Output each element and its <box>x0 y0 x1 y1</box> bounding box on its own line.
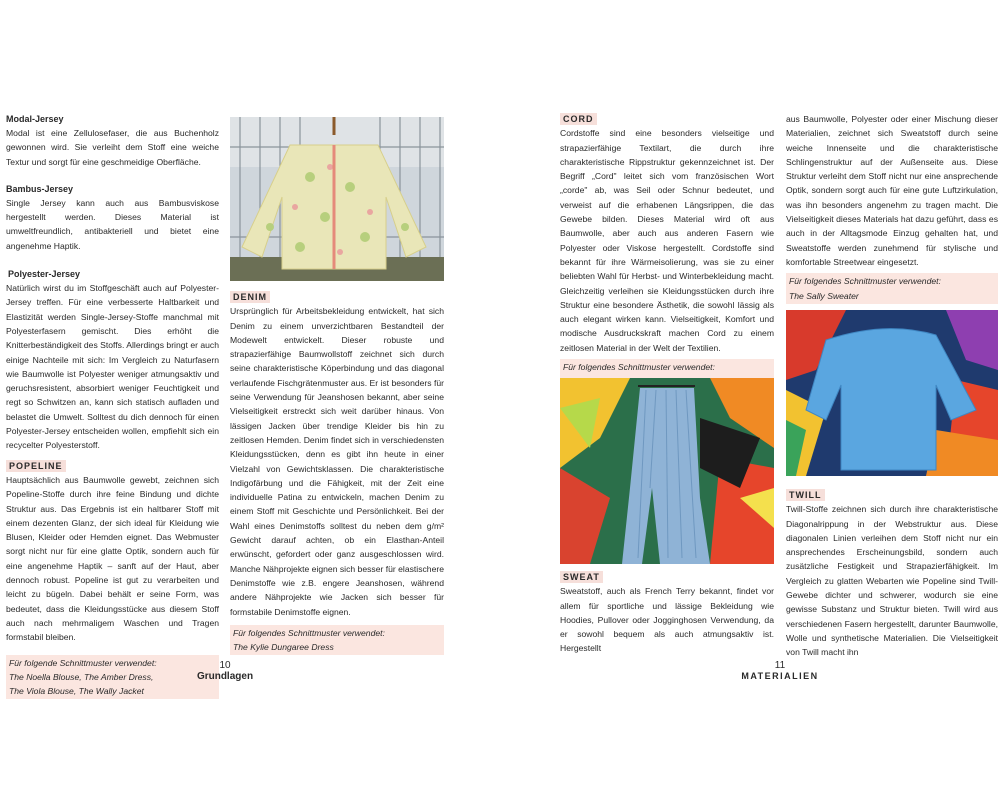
popeline-text: Hauptsächlich aus Baumwolle gewebt, zeichnen sich Popeline-Stoffe durch ihre feine Bindung und dichte Struktur aus. Das Ergebnis ist ein haltbarer Stoff mit einem dezenten Glanz, der sich ideal für Kleidung wie Blusen, Kleider oder Hemden eignet. Das Webmuster sorgt nicht nur für eine glatte Optik, sondern auch für eine angenehme Haptik – sanft auf der Haut, aber dennoch robust. Popeline ist gut zu verarbeiten und leicht zu bügeln. Dabei behält er seine Form, was bedeutet, dass die Kleidungsstücke aus diesem Stoff auch nach mehrmaligem Waschen und Tragen formstabil bleiben. <box>6 474 219 643</box>
sweat-usage-line1: The Sally Sweater <box>789 290 859 301</box>
bambus-text: Single Jersey kann auch aus Bambusviskose hergestellt werden. Dieses Material ist umweltfreundlich, antibakteriell und bietet eine angenehme Haptik. <box>6 197 219 251</box>
popeline-usage-line1: The Noella Blouse, The Amber Dress, <box>9 671 154 682</box>
right-column-2-twill <box>786 488 998 660</box>
popeline-title: POPELINE <box>6 460 66 472</box>
twill-text: Twill-Stoffe zeichnen sich durch ihre charakteristische Diagonalrippung in der Webstruktur aus. Diese diagonalen Linien verleihen dem Stoff nicht nur ein ansprechendes Erscheinungsbild, sondern auch zusätzliche Festigkeit und Strapazierfähigkeit. Im Vergleich zu glatten Webarten wie Popeline sind Twill-Gewebe dichter und schwerer, wodurch sie eine gewisse Substanz und Struktur bieten. Twill wird aus verschiedenen Fasern hergestellt, darunter Baumwolle, Wolle und synthetische Materialien. Die Vielseitigkeit von Twill macht ihn <box>786 504 998 658</box>
cord-title: CORD <box>560 113 597 125</box>
polyester-title: Polyester-Jersey <box>8 269 81 280</box>
polyester-text: Natürlich wirst du im Stoffgeschäft auch auf Polyester-Jersey treffen. Für eine verbesserte Haltbarkeit und Elastizität werden Single-Jersey-Stoffe manchmal mit Polyesterfasern gemischt. Dies erhöht die Knitterbeständigkeit des Stoffs. Allerdings bringt er auch einige Nachteile mit sich: Im Vergleich zu Naturfasern wie Baumwolle ist Polyester weniger atmungsaktiv und geruchsresistent, absorbiert weniger Feuchtigkeit und regt so Schwitzen an, kann sich statisch aufladen und belastet die Umwelt. Solltest du dich dennoch für einen Polyester-Jersey entscheiden wollen, empfiehlt sich ein recycelter Polyesterstoff. <box>6 283 219 451</box>
denim-usage-box <box>230 625 444 656</box>
popeline-usage-line2: The Viola Blouse, The Wally Jacket <box>9 686 144 697</box>
cord-text: Cordstoffe sind eine besonders vielseitige und strapazierfähige Textilart, die durch ihre charakteristische Rippstruktur gekennzeichnet ist. Der Begriff „Cord" leitet sich vom französischen Wort „corde" ab, was Seil oder Schnur bedeutet, und verweist auf die erhabenen Längsrippen, die das Gewebe bilden. Dieses Material wird oft aus Baumwolle, aber auch aus anderen Fasern wie Polyester oder Viskose hergestellt. Cordstoffe sind bekannt für ihre Wärmeisolierung, was sie zu einer beliebten Wahl für Herbst- und Winterbekleidung macht. Gleichzeitig verleihen sie Kleidungsstücken durch ihre Struktur eine besondere Ästhetik, die sowohl lässig als auch elegant wirken kann. Vielseitigkeit, Komfort und modische Ausdruckskraft machen Cord zu einem zeitlosen Material in der Welt der Textilien. <box>560 128 774 353</box>
popeline-usage-label: Für folgende Schnittmuster verwendet: <box>9 657 157 668</box>
denim-usage-label: Für folgendes Schnittmuster verwendet: <box>233 627 385 638</box>
bambus-title: Bambus-Jersey <box>6 183 74 194</box>
denim-usage-line1: The Kylie Dungaree Dress <box>233 642 334 653</box>
left-page-number: 10 <box>219 660 231 671</box>
left-column-2 <box>230 290 444 655</box>
denim-text: Ursprünglich für Arbeitsbekleidung entwickelt, hat sich Denim zu einem unverzichtbaren Bestandteil der Modewelt entwickelt. Dieser robuste und strapazierfähige Baumwollstoff zeichnet sich durch seine charakteristische Köperbindung und das diagonal verlaufende Fischgrätenmuster aus. Er ist besonders für seine Verwendung für Jeanshosen bekannt, aber seine Vielseitigkeit erstreckt sich weit darüber hinaus. Von lässigen Jacken über trendige Kleider bis hin zu zeitlosen Hemden. Denim findet sich in verschiedensten Kleidungsstücken, denn es gibt ihn heute in einer Vielzahl von Gewichtsklassen. Die charakteristische Indigofärbung und die Fähigkeit, mit der Zeit eine individuelle Patina zu entwickeln, machen Denim zu einem Stoff mit Geschichte und Persönlichkeit. Bei der Wahl eines Denimstoffs solltest du neben dem g/m² Gewicht darauf achten, ob ein Elasthan-Anteil erwünscht, gefordert oder ganz ausgeschlossen wird. Manche Nähprojekte eignen sich besser für elastischere Denimstoffe wie z.B. engere Jeanshosen, während andere Nähprojekte wie Jacken sich besser für formstabile Denimstoffe eignen. <box>230 306 445 617</box>
left-page-footer <box>190 660 260 682</box>
denim-title: DENIM <box>230 291 270 303</box>
right-column-1-sweat <box>560 570 774 656</box>
right-column-2 <box>786 112 998 304</box>
sweat-continued-text: aus Baumwolle, Polyester oder einer Mischung dieser Materialien, zeichnet sich Sweatstoff durch seine weiche Innenseite und die charakteristische Schlingenstruktur auf der Außenseite aus. Diese Struktur verleiht dem Stoff nicht nur eine ansprechende Optik, sondern sorgt auch für eine gute Luftzirkulation, was ihn besonders angenehm zu tragen macht. Die Vielseitigkeit dieses Materials hat dazu geführt, dass es auch in der Alltagsmode Einzug gehalten hat, und Sweatstoffe werden zunehmend für stylische und komfortable Streetwear eingesetzt. <box>786 114 998 267</box>
sweat-title: SWEAT <box>560 571 603 583</box>
modal-text: Modal ist eine Zellulosefaser, die aus Buchenholz gewonnen wird. Sie verleiht dem Stoff eine weiche Textur und sorgt für eine geschmeidige Oberfläche. <box>6 128 219 167</box>
left-page-label: Grundlagen <box>196 671 254 682</box>
cord-pants-photo <box>560 378 774 564</box>
left-column-1 <box>6 112 219 699</box>
twill-title: TWILL <box>786 489 825 501</box>
modal-title: Modal-Jersey <box>6 114 64 124</box>
sweater-photo <box>786 310 998 476</box>
popeline-usage-box <box>6 655 219 700</box>
right-column-1 <box>560 112 774 390</box>
sweat-text: Sweatstoff, auch als French Terry bekannt, findet vor allem für sportliche und lässige Bekleidung wie Hoodies, Pullover oder Jogginghosen Verwendung, da er sowohl bequem als auch atmungsaktiv ist. Hergestellt <box>560 586 774 654</box>
jacket-photo <box>230 117 444 281</box>
right-page-footer <box>730 660 830 681</box>
right-page-number: 11 <box>774 660 786 671</box>
sweat-usage-box <box>786 273 998 304</box>
right-page-label: MATERIALIEN <box>741 671 819 681</box>
sweat-usage-label: Für folgendes Schnittmuster verwendet: <box>789 276 941 287</box>
cord-usage-label: Für folgendes Schnittmuster verwendet: <box>563 362 715 373</box>
